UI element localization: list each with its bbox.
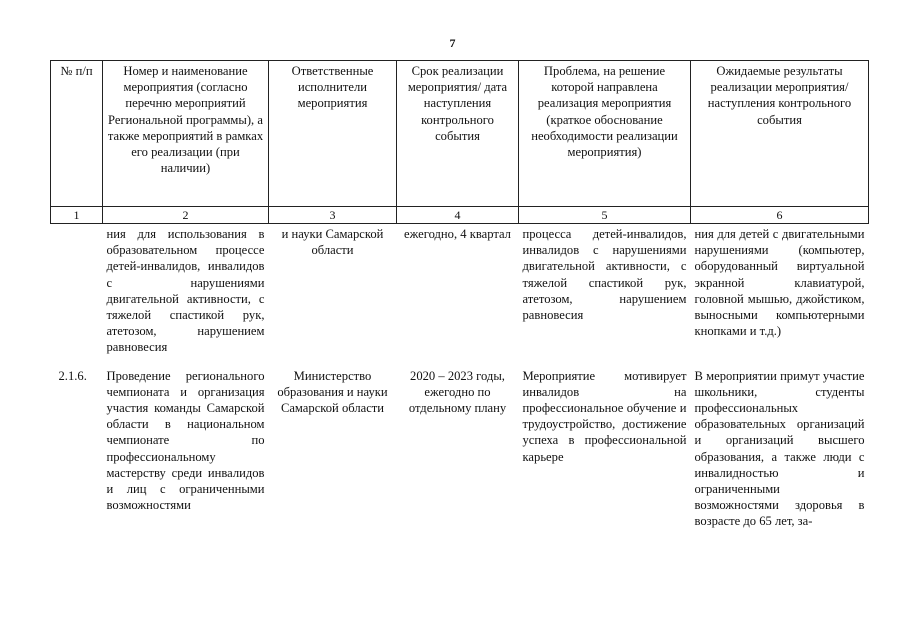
column-numbers-row bbox=[51, 207, 869, 224]
column-number: 4 bbox=[397, 207, 519, 224]
row-number bbox=[51, 224, 103, 356]
row-executors: Министерство образования и науки Самарской области bbox=[277, 368, 388, 416]
row-event-name: ния для использования в образовательном процессе детей-инвалидов, инвалидов с нарушениями двигательной активности, с тяжелой спастикой рук, атетозом, нарушением равновесия bbox=[106, 227, 265, 355]
row-executors: и науки Самарской области bbox=[281, 227, 384, 258]
row-results: ния для детей с двигательными нарушениями (компьютер, оборудованный виртуальной экранной клавиатурой, головной мышью, джойстиком, выносными компьютерными кнопками и т.д.) bbox=[694, 227, 865, 339]
row-results: В мероприятии примут участие школьники, студенты профессиональных образовательных организаций и организаций высшего образования, а также люди с инвалидностью и ограниченными возможностями здоровья в возрасте до 65 лет, за- bbox=[694, 368, 865, 529]
column-number: 5 bbox=[519, 207, 691, 224]
header-number: № п/п bbox=[51, 61, 103, 207]
row-term: 2020 – 2023 годы, ежегодно по отдельному плану bbox=[408, 368, 507, 416]
row-number: 2.1.6. bbox=[58, 368, 87, 383]
column-number: 2 bbox=[103, 207, 269, 224]
events-table bbox=[50, 60, 869, 530]
column-number: 3 bbox=[269, 207, 397, 224]
row-event-name: Проведение регионального чемпионата и организация участия команды Самарской области в национальном чемпионате по профессиональному мастерству среди инвалидов и лиц с ограниченными возможностями bbox=[106, 368, 265, 513]
header-results: Ожидаемые результаты реализации мероприятия/ наступления контрольного события bbox=[691, 61, 869, 207]
column-number: 1 bbox=[51, 207, 103, 224]
header-problem: Проблема, на решение которой направлена реализация мероприятия (краткое обоснование необходимости реализации мероприятия) bbox=[519, 61, 691, 207]
header-executors: Ответственные исполнители мероприятия bbox=[269, 61, 397, 207]
table-row bbox=[51, 366, 869, 530]
table-row bbox=[51, 224, 869, 356]
row-term: ежегодно, 4 квартал bbox=[404, 227, 511, 241]
page-number: 7 bbox=[449, 36, 456, 50]
header-term: Срок реализации мероприятия/ дата наступления контрольного события bbox=[397, 61, 519, 207]
header-event-name: Номер и наименование мероприятия (согласно перечню мероприятий Региональной программы), а также мероприятий в рамках его реализации (при наличии) bbox=[103, 61, 269, 207]
row-spacer bbox=[51, 356, 869, 366]
row-problem: процесса детей-инвалидов, инвалидов с нарушениями двигательной активности, с тяжелой спастикой рук, атетозом, нарушением равновесия bbox=[522, 227, 687, 323]
row-problem: Мероприятие мотивирует инвалидов на профессиональное обучение и трудоустройство, достижение успеха в профессиональной карьере bbox=[522, 368, 687, 464]
column-number: 6 bbox=[691, 207, 869, 224]
table-header-row bbox=[51, 61, 869, 207]
